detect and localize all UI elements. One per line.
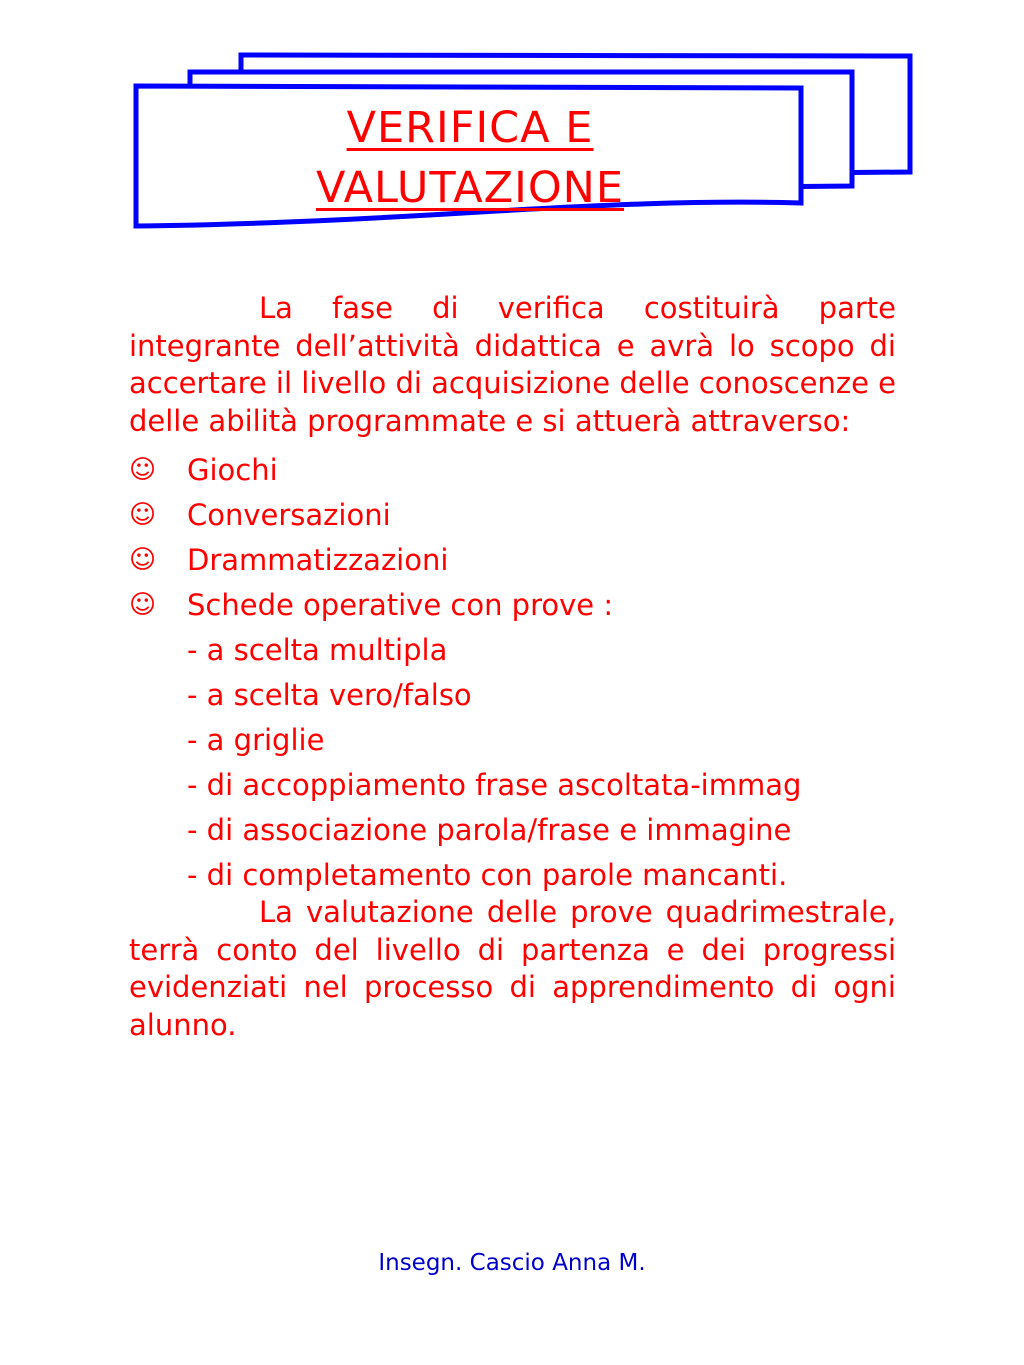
- sub-list-item: - di completamento con parole mancanti.: [187, 858, 788, 892]
- intro-text: La fase di verifica costituirà parte integrante dell’attività didattica e avrà lo scopo di accertare il livello di acquisizione delle conoscenze e delle abilità programmate e si attuerà attraverso:: [129, 291, 896, 438]
- title-line-1: VERIFICA E: [346, 103, 594, 153]
- method-list: [129, 448, 896, 628]
- author-footer: Insegn. Cascio Anna M.: [378, 1250, 646, 1276]
- smiley-icon: ☺: [129, 590, 157, 620]
- list-item-label: Schede operative con prove :: [187, 588, 614, 622]
- main-content: [129, 290, 896, 1044]
- intro-paragraph: [129, 290, 896, 440]
- sub-list-item: - di associazione parola/frase e immagine: [187, 813, 792, 847]
- smiley-icon: ☺: [129, 455, 157, 485]
- title-line-2: VALUTAZIONE: [315, 163, 625, 213]
- list-item-label: Drammatizzazioni: [187, 543, 449, 577]
- page-title: [140, 98, 800, 218]
- test-type-list: [129, 628, 896, 898]
- sub-list-item: - a griglie: [187, 723, 325, 757]
- list-item: [129, 538, 896, 583]
- list-item: [129, 493, 896, 538]
- list-item: [129, 583, 896, 628]
- list-item-label: Conversazioni: [187, 498, 391, 532]
- conclusion-text: La valutazione delle prove quadrimestrale, terrà conto del livello di partenza e dei progressi evidenziati nel processo di apprendimento di ogni alunno.: [129, 895, 896, 1042]
- sub-list-item: - a scelta multipla: [187, 633, 448, 667]
- sub-list-item: - di accoppiamento frase ascoltata-immag: [187, 768, 802, 802]
- list-item: [129, 448, 896, 493]
- smiley-icon: ☺: [129, 500, 157, 530]
- smiley-icon: ☺: [129, 545, 157, 575]
- sub-list-item: - a scelta vero/falso: [187, 678, 472, 712]
- list-item-label: Giochi: [187, 453, 278, 487]
- conclusion-paragraph: [129, 894, 896, 1044]
